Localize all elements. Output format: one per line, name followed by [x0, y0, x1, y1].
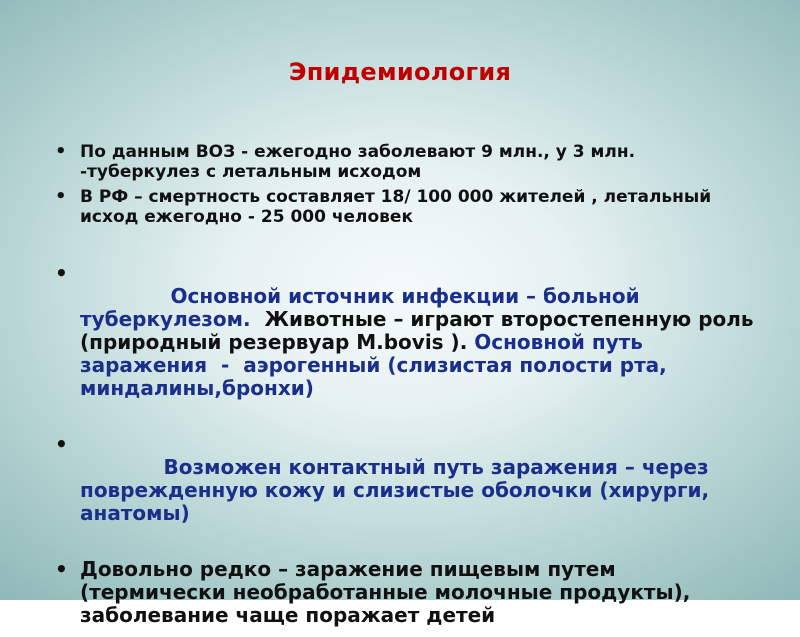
list-item — [55, 187, 755, 227]
contact-route-text: Возможен контактный путь заражения – через поврежденную кожу и слизистые оболочки (хирурги, анатомы) — [80, 455, 717, 525]
animals-role-text: Животные – играют второстепенную роль (природный резервуар M.bovis ). — [80, 307, 761, 354]
slide-title: Эпидемиология — [288, 58, 512, 86]
bullet-icon: • — [55, 141, 67, 162]
infection-source-text: Основной источник инфекции – больной туберкулезом. — [80, 284, 647, 331]
bullet-text: По данным ВОЗ - ежегодно заболевают 9 млн., у 3 млн. -туберкулез с летальным исходом — [80, 142, 636, 182]
bullet-icon: • — [55, 557, 68, 581]
bullet-icon: • — [55, 432, 68, 456]
list-item — [55, 261, 761, 423]
transmission-route-text: Основной путь заражения - аэрогенный (слизистая полости рта, миндалины,бронхи) — [80, 330, 674, 400]
list-item — [55, 558, 755, 627]
list-item — [55, 433, 755, 548]
list-item — [55, 142, 755, 182]
bullet-icon: • — [55, 186, 67, 207]
food-route-text: Довольно редко – заражение пищевым путем (термически необработанные молочные продукты), заболевание чаще поражает детей — [80, 557, 691, 627]
top-bullet-list — [55, 142, 755, 232]
bullet-icon: • — [55, 261, 68, 285]
bullet-text: В РФ – смертность составляет 18/ 100 000 жителей , летальный исход ежегодно - 25 000 человек — [80, 187, 712, 227]
main-bullet-list — [55, 261, 761, 637]
